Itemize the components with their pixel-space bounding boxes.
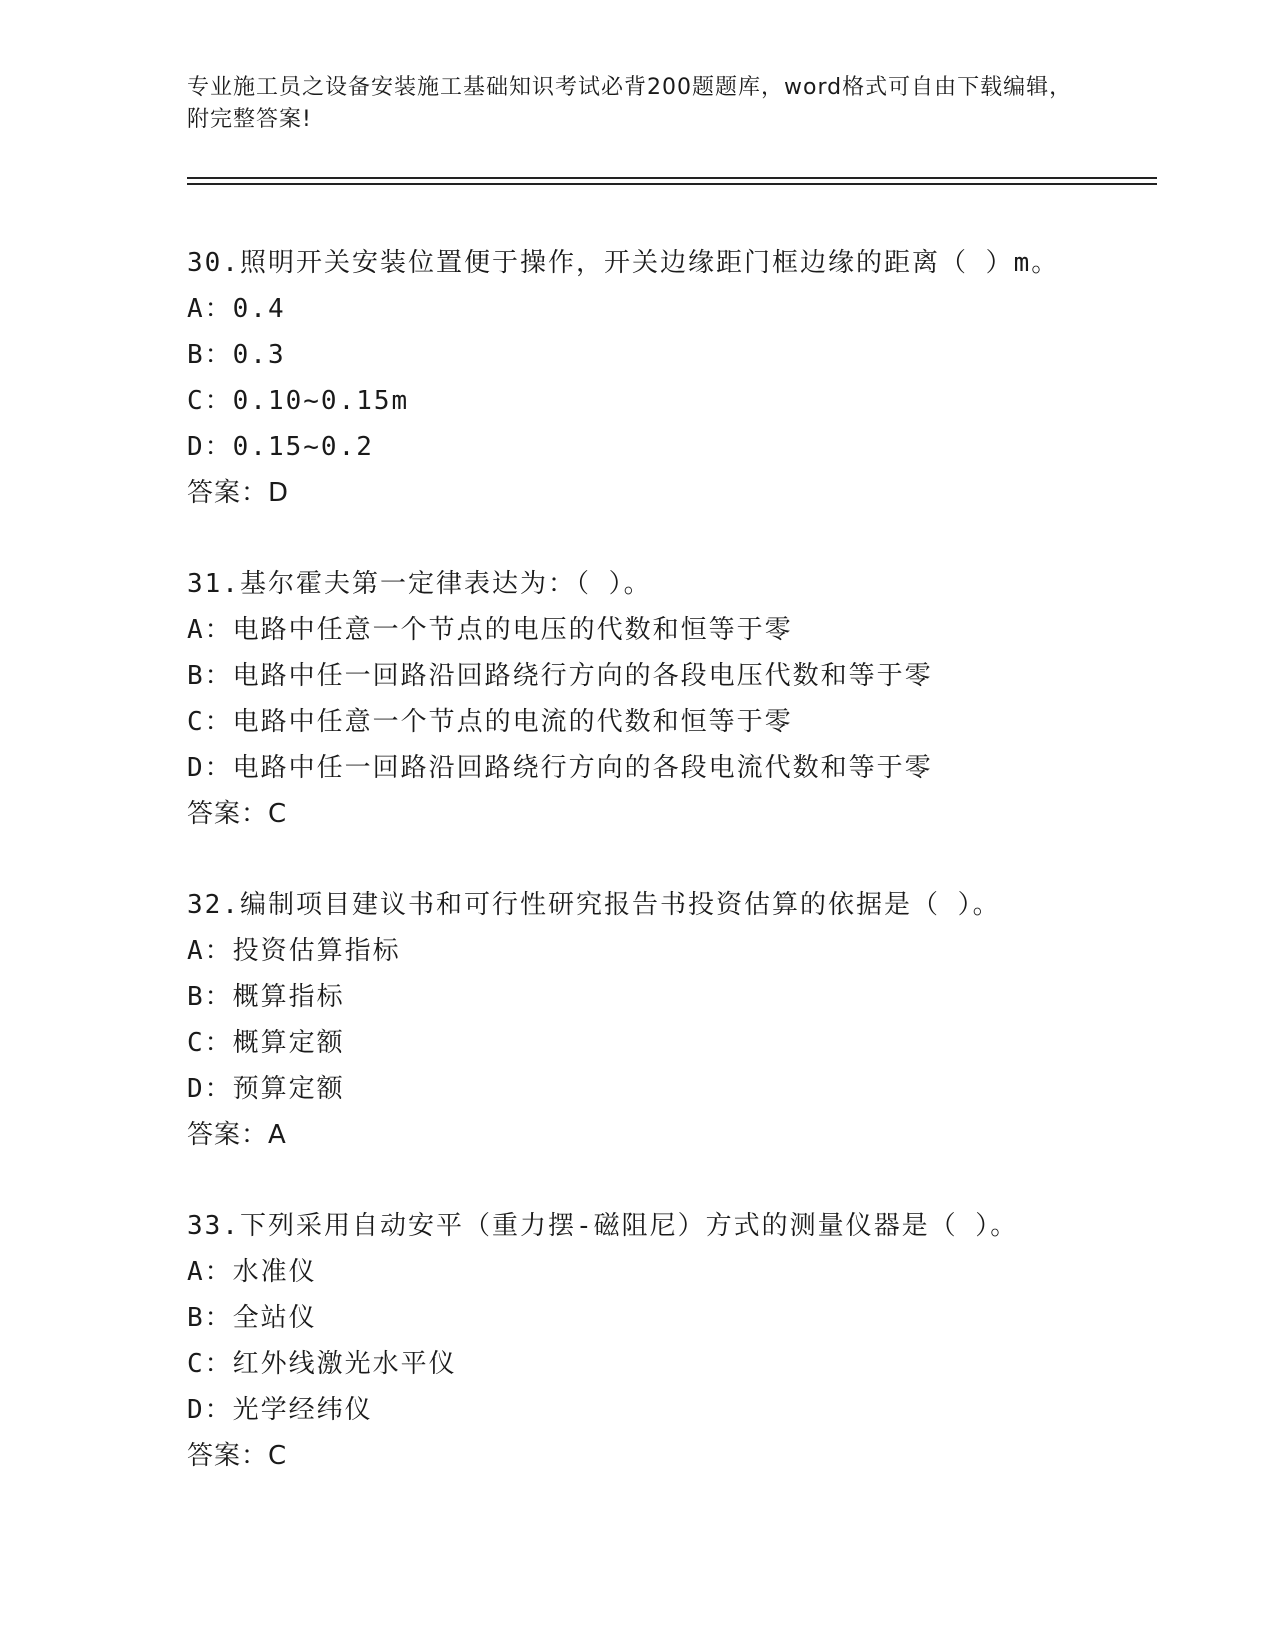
option-c: C：红外线激光水平仪 xyxy=(187,1349,457,1379)
option-a: A：0.4 xyxy=(187,294,286,324)
answer-label: 答案：D xyxy=(187,478,290,508)
option-b: B：概算指标 xyxy=(187,982,345,1012)
answer-label: 答案：C xyxy=(187,1441,288,1471)
document-title: 专业施工员之设备安装施工基础知识考试必背200题题库，word格式可自由下载编辑，附完整答案! xyxy=(187,75,1073,132)
question-stem: 30.照明开关安装位置便于操作，开关边缘距门框边缘的距离（ ）m。 xyxy=(187,248,1060,278)
question-stem: 32.编制项目建议书和可行性研究报告书投资估算的依据是（ ）。 xyxy=(187,890,1001,920)
question-33 xyxy=(187,1203,1187,1479)
option-c: C：0.10~0.15m xyxy=(187,386,410,416)
title-divider-top xyxy=(187,177,1157,179)
question-stem: 33.下列采用自动安平（重力摆-磁阻尼）方式的测量仪器是（ ）。 xyxy=(187,1211,1019,1241)
option-c: C：电路中任意一个节点的电流的代数和恒等于零 xyxy=(187,707,793,737)
title-divider-bottom xyxy=(187,183,1157,185)
option-d: D：电路中任一回路沿回路绕行方向的各段电流代数和等于零 xyxy=(187,753,933,783)
option-b: B：电路中任一回路沿回路绕行方向的各段电压代数和等于零 xyxy=(187,661,933,691)
option-d: D：0.15~0.2 xyxy=(187,432,374,462)
question-32 xyxy=(187,882,1187,1158)
answer-label: 答案：C xyxy=(187,799,288,829)
option-b: B：0.3 xyxy=(187,340,286,370)
question-stem: 31.基尔霍夫第一定律表达为：（ ）。 xyxy=(187,569,652,599)
option-b: B：全站仪 xyxy=(187,1303,317,1333)
option-a: A：电路中任意一个节点的电压的代数和恒等于零 xyxy=(187,615,793,645)
option-d: D：光学经纬仪 xyxy=(187,1395,373,1425)
option-d: D：预算定额 xyxy=(187,1074,345,1104)
option-a: A：水准仪 xyxy=(187,1257,317,1287)
option-a: A：投资估算指标 xyxy=(187,936,401,966)
question-31 xyxy=(187,561,1187,837)
option-c: C：概算定额 xyxy=(187,1028,345,1058)
answer-label: 答案：A xyxy=(187,1120,287,1150)
question-30 xyxy=(187,240,1187,516)
